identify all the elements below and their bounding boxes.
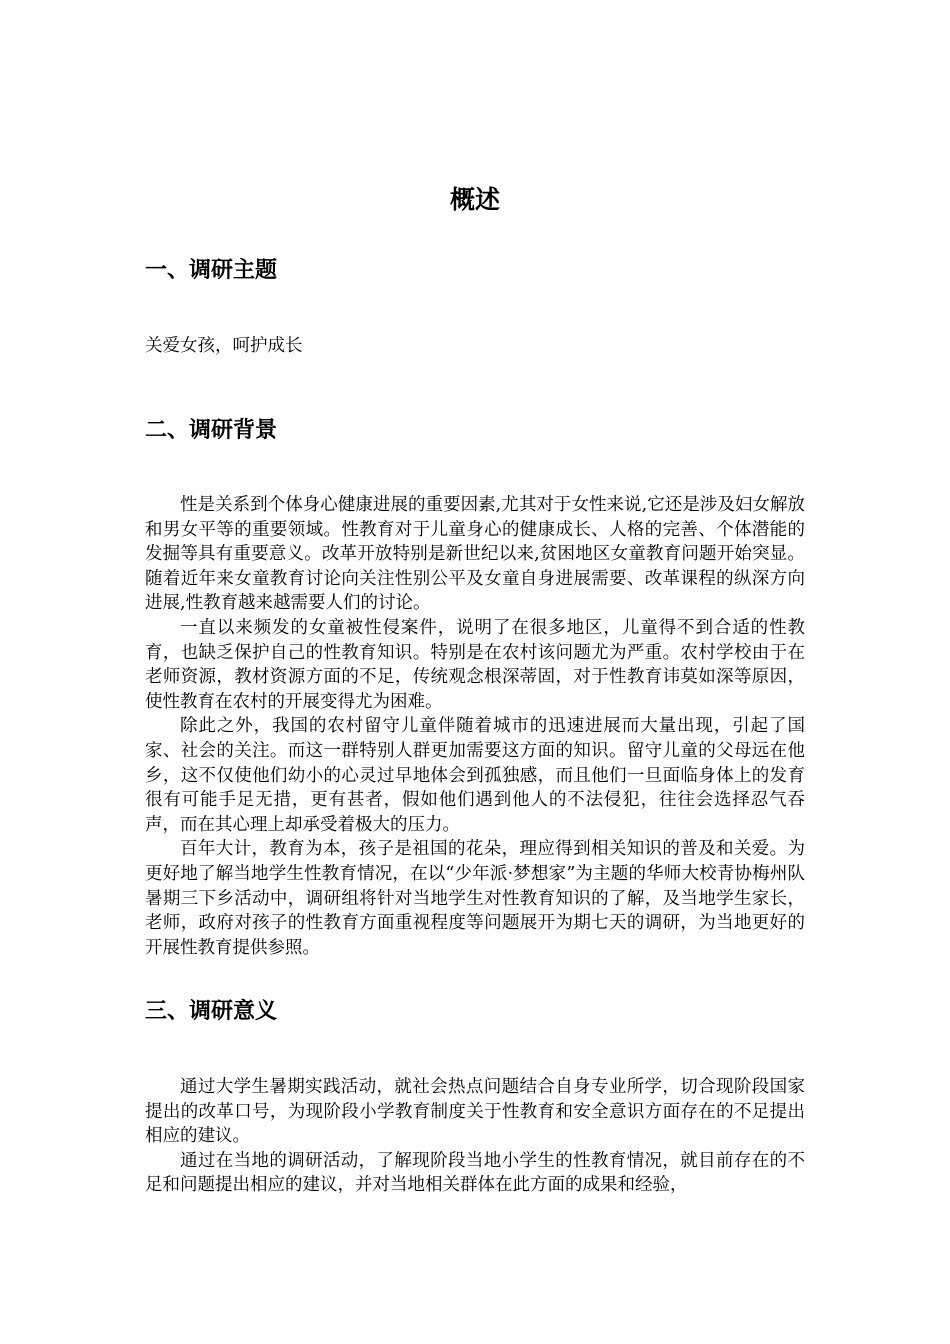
topic-text: 关爱女孩，呵护成长 [145, 336, 303, 356]
background-paragraph: 一直以来频发的女童被性侵案件，说明了在很多地区，儿童得不到合适的性教育，也缺乏保护自己的性教育知识。特别是在农村该问题尤为严重。农村学校由于在老师资源，教材资源方面的不足，传统观念根深蒂固，对于性教育讳莫如深等原因，使性教育在农村的开展变得尤为困难。 [145, 617, 805, 712]
background-paragraph: 除此之外，我国的农村留守儿童伴随着城市的迅速进展而大量出现，引起了国家、社会的关注。而这一群特别人群更加需要这方面的知识。留守儿童的父母远在他乡，这不仅使他们幼小的心灵过早地体会到孤独感，而且他们一旦面临身体上的发育很有可能手足无措，更有甚者，假如他们遇到他人的不法侵犯，往往会选择忍气吞声，而在其心理上却承受着极大的压力。 [145, 716, 805, 835]
significance-paragraph: 通过在当地的调研活动，了解现阶段当地小学生的性教育情况，就目前存在的不足和问题提出相应的建议，并对当地相关群体在此方面的成果和经验， [145, 1150, 805, 1196]
section-heading-significance: 三、调研意义 [145, 999, 278, 1024]
significance-paragraph: 通过大学生暑期实践活动，就社会热点问题结合自身专业所学，切合现阶段国家提出的改革口号，为现阶段小学教育制度关于性教育和安全意识方面存在的不足提出相应的建议。 [145, 1077, 805, 1147]
section-heading-background: 二、调研背景 [145, 418, 278, 443]
background-body [145, 493, 805, 960]
background-paragraph: 性是关系到个体身心健康进展的重要因素,尤其对于女性来说,它还是涉及妇女解放和男女平等的重要领域。性教育对于儿童身心的健康成长、人格的完善、个体潜能的发掘等具有重要意义。改革开放特别是新世纪以来,贫困地区女童教育问题开始突显。随着近年来女童教育讨论向关注性别公平及女童自身进展需要、改革课程的纵深方向进展,性教育越来越需要人们的讨论。 [145, 495, 805, 614]
significance-body [145, 1075, 805, 1198]
background-paragraph: 百年大计，教育为本，孩子是祖国的花朵，理应得到相关知识的普及和关爱。为更好地了解当地学生性教育情况，在以“少年派·梦想家”为主题的华师大校青协梅州队暑期三下乡活动中，调研组将针对当地学生对性教育知识的了解，及当地学生家长，老师，政府对孩子的性教育方面重视程度等问题展开为期七天的调研，为当地更好的开展性教育提供参照。 [145, 839, 805, 958]
document-title: 概述 [449, 185, 500, 214]
section-heading-topic: 一、调研主题 [145, 258, 278, 283]
